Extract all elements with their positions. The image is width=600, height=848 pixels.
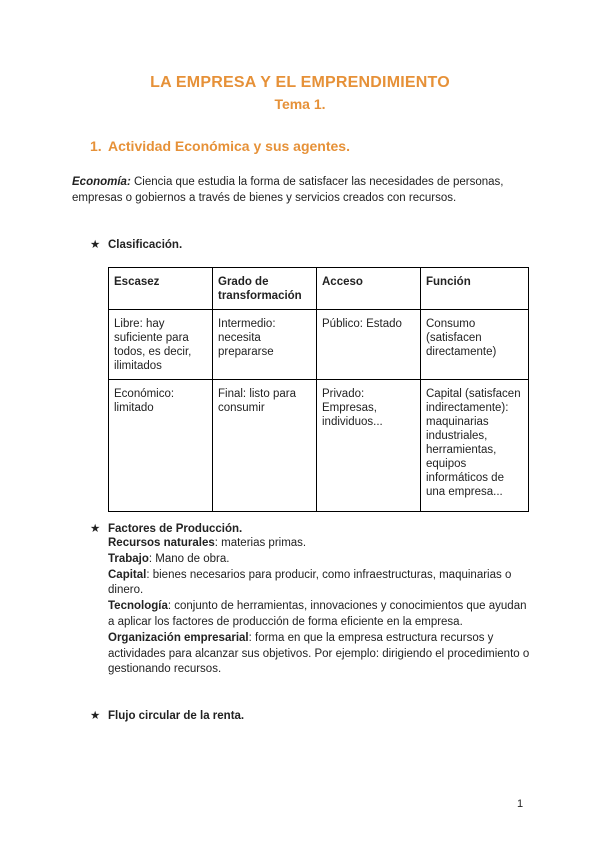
document-title: LA EMPRESA Y EL EMPRENDIMIENTO	[150, 74, 450, 91]
table-cell: Público: Estado	[317, 310, 421, 380]
factor-term: Recursos naturales	[108, 537, 215, 549]
factor-term: Capital	[108, 568, 147, 581]
definition-term: Economía:	[72, 176, 131, 188]
table-header-cell: Acceso	[317, 268, 421, 310]
bullet-label: Factores de Producción.	[108, 523, 243, 535]
table-cell: Privado: Empresas, individuos...	[317, 380, 421, 512]
section-title: Actividad Económica y sus agentes.	[108, 138, 350, 154]
bullet-clasificacion	[90, 237, 182, 251]
factor-item	[108, 552, 533, 568]
star-icon: ★	[90, 523, 101, 535]
page-number: 1	[517, 798, 524, 810]
economia-definition	[72, 174, 532, 206]
factor-text: : Mano de obra.	[148, 552, 230, 565]
table-row	[109, 380, 529, 512]
factor-text: : conjunto de herramientas, innovaciones y conocimientos que ayudan a aplicar los factores de producción de forma eficiente en la empresa.	[108, 600, 527, 628]
section-heading	[90, 138, 350, 154]
star-icon: ★	[90, 710, 101, 722]
star-icon: ★	[90, 239, 101, 251]
factores-list	[108, 536, 533, 678]
factor-item	[108, 568, 533, 600]
bullet-factores	[90, 521, 242, 535]
bullet-label: Clasificación.	[108, 239, 183, 251]
factor-item	[108, 599, 533, 631]
factor-text: : materias primas.	[214, 537, 307, 549]
table-cell: Libre: hay suficiente para todos, es decir, ilimitados	[109, 310, 213, 380]
factor-term: Tecnología	[108, 600, 168, 613]
document-subtitle: Tema 1.	[274, 96, 326, 112]
table-row	[109, 310, 529, 380]
table-header-cell: Escasez	[109, 268, 213, 310]
definition-text: Ciencia que estudia la forma de satisfacer las necesidades de personas, empresas o gobiernos a través de bienes y servicios creados con recursos.	[72, 176, 504, 204]
table-cell: Económico: limitado	[109, 380, 213, 512]
factor-term: Organización empresarial	[108, 631, 249, 644]
table-header-cell: Grado de transformación	[213, 268, 317, 310]
factor-item	[108, 536, 533, 552]
factor-item	[108, 631, 533, 678]
table-cell: Capital (satisfacen indirectamente): maquinarias industriales, herramientas, equipos informáticos de una empresa...	[421, 380, 529, 512]
table-cell: Final: listo para consumir	[213, 380, 317, 512]
table-header-row	[109, 268, 529, 310]
factor-term: Trabajo	[108, 552, 149, 565]
factor-text: : forma en que la empresa estructura recursos y actividades para alcanzar sus objetivos. Por ejemplo: dirigiendo el procedimiento o gestionando recursos.	[108, 631, 530, 676]
table-cell: Intermedio: necesita prepararse	[213, 310, 317, 380]
section-number: 1.	[90, 138, 102, 154]
bullet-label: Flujo circular de la renta.	[108, 710, 245, 722]
clasificacion-table	[108, 267, 529, 512]
table-header-cell: Función	[421, 268, 529, 310]
bullet-flujo-circular	[90, 708, 244, 722]
table-cell: Consumo (satisfacen directamente)	[421, 310, 529, 380]
factor-text: : bienes necesarios para producir, como infraestructuras, maquinarias o dinero.	[108, 568, 512, 597]
